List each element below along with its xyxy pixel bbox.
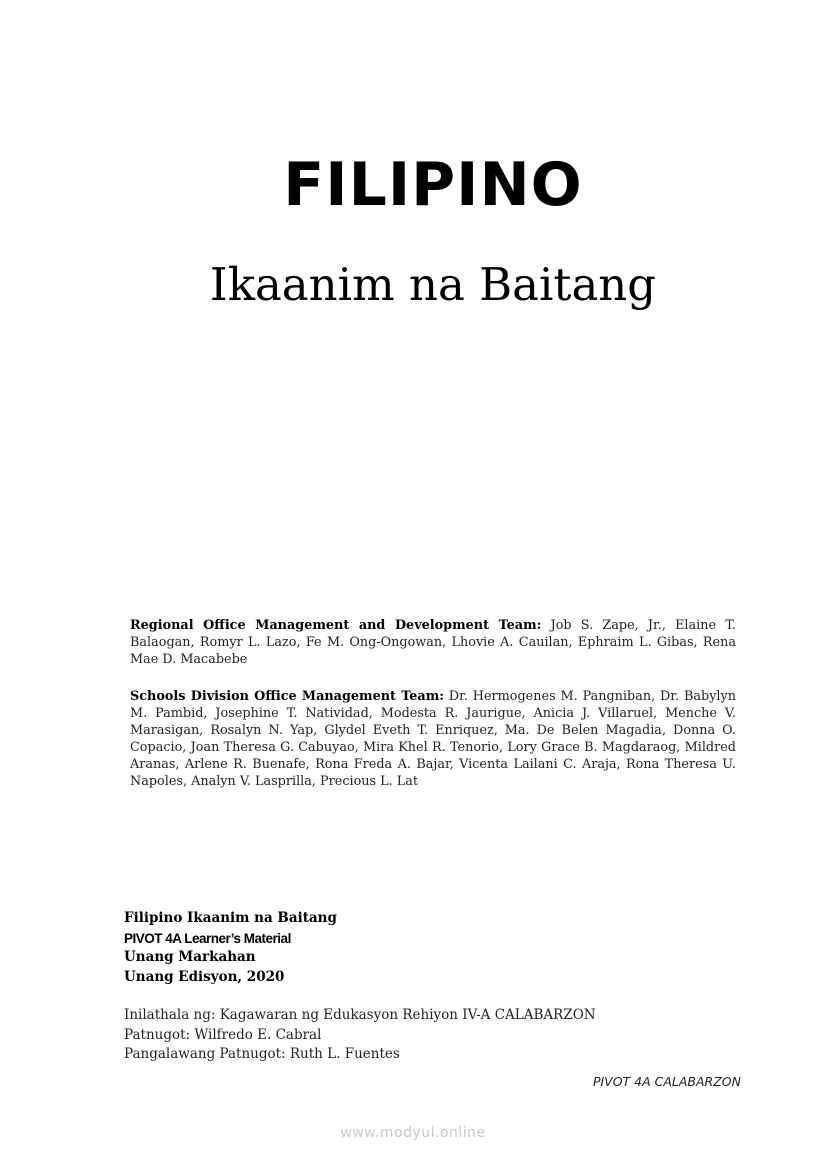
document-subtitle: Ikaanim na Baitang [209, 258, 657, 311]
regional-team-names: Job S. Zape, Jr., Elaine T. Balaogan, Romyr L. Lazo, Fe M. Ong-Ongowan, Lhovie A. Cauilan, Ephraim L. Gibas, Rena Mae D. Macabebe [130, 618, 736, 667]
material-type: PIVOT 4A Learner’s Material [124, 930, 291, 946]
editor: Patnugot: Wilfredo E. Cabral [124, 1026, 322, 1043]
book-title: Filipino Ikaanim na Baitang [124, 910, 337, 926]
edition: Unang Edisyon, 2020 [124, 968, 285, 985]
footer-label: PIVOT 4A CALABARZON [592, 1074, 741, 1089]
assistant-editor: Pangalawang Patnugot: Ruth L. Fuentes [124, 1046, 400, 1062]
publisher: Inilathala ng: Kagawaran ng Edukasyon Rehiyon IV-A CALABARZON [124, 1007, 596, 1023]
schools-team-credits [130, 688, 736, 790]
regional-team-label: Regional Office Management and Development Team: [130, 618, 542, 633]
document-title: FILIPINO [283, 150, 583, 220]
watermark: www.modyul.online [340, 1125, 486, 1141]
book-info [124, 909, 337, 987]
regional-team-credits [130, 617, 736, 668]
publication-info [124, 1006, 596, 1065]
schools-team-label: Schools Division Office Management Team: [130, 689, 444, 704]
schools-team-names: Dr. Hermogenes M. Pangniban, Dr. Babylyn M. Pambid, Josephine T. Natividad, Modesta R. Jaurigue, Anicia J. Villaruel, Menche V. Marasigan, Rosalyn N. Yap, Glydel Eveth T. Enriquez, Ma. De Belen Magadia, Donna O. Copacio, Joan Theresa G. Cabuyao, Mira Khel R. Tenorio, Lory Grace B. Magdaraog, Mildred Aranas, Arlene R. Buenafe, Rona Freda A. Bajar, Vicenta Lailani C. Araja, Rona Theresa U. Napoles, Analyn V. Lasprilla, Precious L. Lat [130, 689, 736, 789]
quarter: Unang Markahan [124, 949, 256, 965]
